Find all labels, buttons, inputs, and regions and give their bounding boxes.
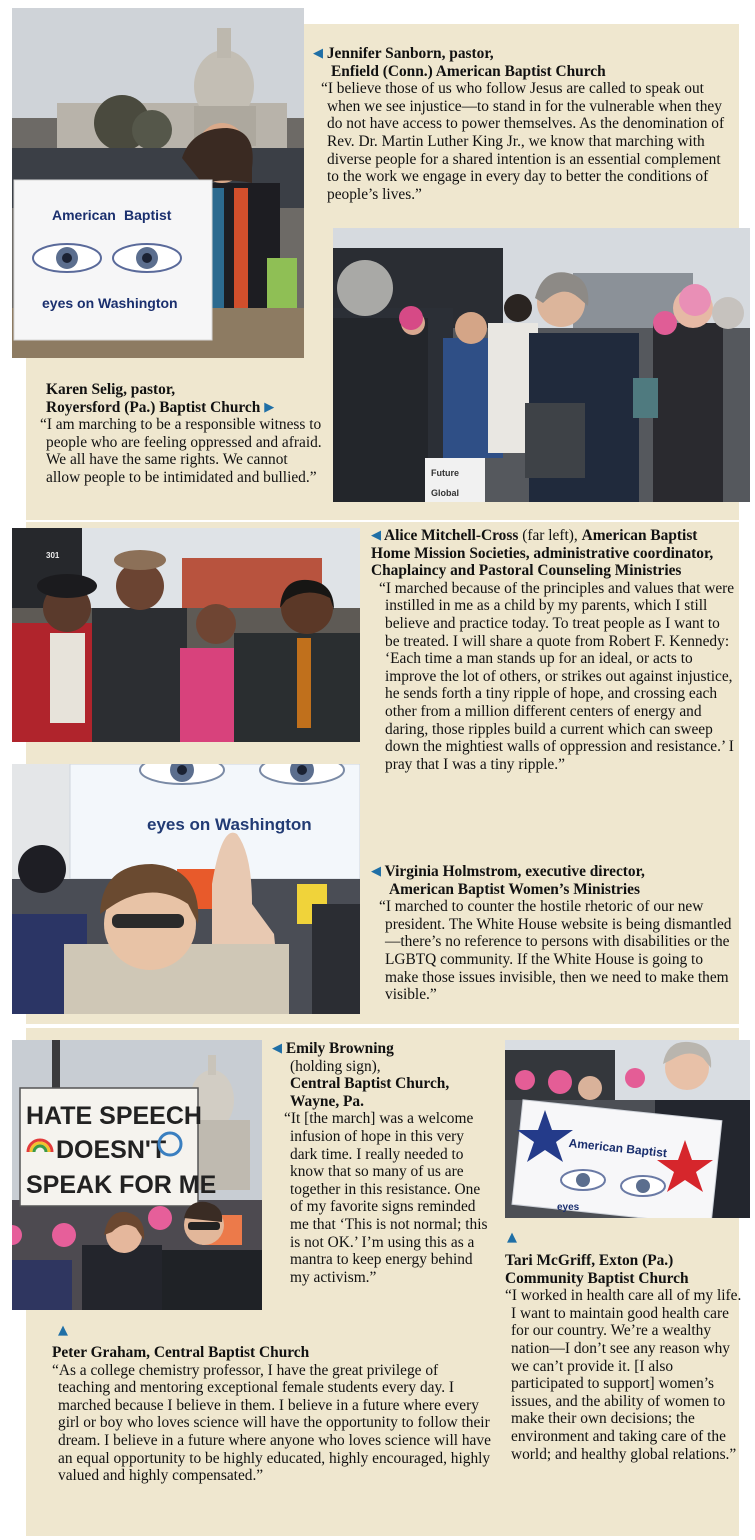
photo-emily-illustration bbox=[12, 1040, 262, 1310]
sign3-text-line1: HATE SPEECH bbox=[26, 1102, 202, 1130]
bus-number-text: 301 bbox=[46, 551, 60, 560]
caption-jennifer-name-line1: Jennifer Sanborn, pastor, bbox=[326, 45, 494, 62]
sign5-text-line2: Global bbox=[431, 488, 460, 498]
caption-alice-mitchell-cross bbox=[371, 527, 736, 773]
caption-peter-quote: “As a college chemistry professor, I have the great privilege of teaching and mentoring exceptional female students every day. I marched because I believe in them. I believe in a future where every girl or boy who loves science will have the opportunity to follow their dream. I believe in a future where anyone who loves science will have an equal opportunity to be highly educated, highly encouraged, highly valued and highly compensated.” bbox=[52, 1361, 491, 1485]
caption-virginia-quote: “I marched to counter the hostile rhetoric of our new president. The White House website is being dismantled—there’s no reference to persons with disabilities or the LGBTQ community. If the White House is going to make those issues invisible, then we need to make them visible.” bbox=[379, 898, 732, 1004]
caption-emily-name-line2: Central Baptist Church, Wayne, Pa. bbox=[290, 1075, 450, 1110]
caption-virginia-holmstrom bbox=[371, 863, 736, 1004]
sign1-text-line3: eyes on Washington bbox=[42, 295, 178, 311]
caption-jennifer-quote: “I believe those of us who follow Jesus are called to speak out when we see injustice—to stand in for the vulnerable when they do not have access to power themselves. As the denomination of Rev. Dr. Martin Luther King Jr., we know that marching with diverse people for a shared intention is an essential complement to the work we engage in every day to better the conditions of people’s lives.” bbox=[321, 80, 725, 203]
pointer-left-icon: ◀ bbox=[272, 1041, 282, 1056]
caption-emily-quote: “It [the march] was a welcome infusion of hope in this very dark time. I really needed to know that so many of us are together in this resistance. One of my favorite signs reminded me that ‘This is not normal; this is not OK.’ I’m using this as a mantra to keep energy behind my activism.” bbox=[284, 1110, 488, 1286]
caption-jennifer-name-line2: Enfield (Conn.) American Baptist Church bbox=[331, 62, 606, 80]
caption-alice-name bbox=[371, 527, 736, 580]
photo-alice-mitchell-cross bbox=[12, 528, 360, 742]
photo-jennifer-sanborn bbox=[12, 8, 304, 358]
caption-tari-name-line2: Community Baptist Church bbox=[505, 1269, 689, 1287]
photo-tari-mcgriff bbox=[505, 1040, 750, 1218]
caption-tari-name-line1: Tari McGriff, Exton (Pa.) bbox=[505, 1252, 674, 1269]
caption-peter-name bbox=[52, 1344, 492, 1362]
caption-peter-graham bbox=[52, 1344, 492, 1485]
caption-karen-name-line2: Royersford (Pa.) Baptist Church bbox=[46, 398, 261, 416]
caption-karen-quote: “I am marching to be a responsible witness to people who are feeling oppressed and afraid. We all have the same rights. We cannot allow people to be intimidated and bullied.” bbox=[40, 416, 322, 486]
caption-alice-name-light: (far left), bbox=[518, 527, 582, 544]
caption-jennifer-sanborn bbox=[313, 45, 733, 203]
pointer-left-icon: ◀ bbox=[371, 528, 381, 543]
caption-virginia-name bbox=[371, 863, 736, 898]
sign3-text-line3: SPEAK FOR ME bbox=[26, 1171, 217, 1199]
photo-jennifer-illustration bbox=[12, 8, 304, 358]
sign1-text-line1: American bbox=[52, 207, 116, 223]
sign2-text: eyes on Washington bbox=[147, 815, 312, 834]
sign3-text-line2: DOESN'T bbox=[56, 1136, 167, 1164]
caption-alice-name-bold2: American Baptist Home Mission Societies, administrative coordinator, Chaplaincy and Pastoral Counseling Ministries bbox=[371, 527, 714, 580]
pointer-up-icon: ▲ bbox=[507, 1230, 517, 1245]
pointer-left-icon: ◀ bbox=[371, 864, 381, 879]
photo-karen-illustration bbox=[333, 228, 750, 502]
caption-alice-quote: “I marched because of the principles and values that were instilled in me as a child by my parents, which I still believe and practice today. To treat people as I want to be treated. I will share a quote from Robert F. Kennedy: ‘Each time a man stands up for an ideal, or acts to improve the lot of others, or strikes out against injustice, he sends forth a tiny ripple of hope, and crossing each other from a million different centers of energy and daring, those ripples build a current which can sweep down the mightiest walls of oppression and resistance.’ I pray that I was a tiny ripple.” bbox=[379, 579, 735, 773]
caption-emily-name-light: (holding sign), bbox=[290, 1057, 381, 1075]
pointer-left-icon: ◀ bbox=[313, 46, 323, 61]
photo-tari-illustration bbox=[505, 1040, 750, 1218]
caption-alice-name-bold1: Alice Mitchell-Cross bbox=[384, 527, 519, 544]
sign4-text-line1: American Baptist bbox=[568, 1135, 668, 1161]
caption-emily-name bbox=[272, 1040, 494, 1110]
photo-emily-peter bbox=[12, 1040, 262, 1310]
caption-emily-browning bbox=[272, 1040, 494, 1286]
photo-alice-illustration bbox=[12, 528, 360, 742]
caption-jennifer-name bbox=[313, 45, 733, 80]
caption-karen-selig bbox=[40, 381, 325, 487]
photo-virginia-holmstrom bbox=[12, 764, 360, 1014]
caption-tari-name bbox=[505, 1252, 743, 1287]
sign4-text-line2: eyes bbox=[557, 1202, 580, 1213]
pointer-up-icon: ▲ bbox=[58, 1323, 68, 1338]
pointer-right-icon: ▶ bbox=[264, 399, 275, 415]
photo-virginia-illustration bbox=[12, 764, 360, 1014]
caption-tari-quote: “I worked in health care all of my life. I want to maintain good health care for our country. We’re a wealthy nation—I don’t see any reason why we can’t provide it. [I also participated to support] women’s issues, and the ability of women to make their own decisions; the environment and taking care of the world; and healthy global relations.” bbox=[505, 1287, 742, 1463]
sign5-text-line1: Future bbox=[431, 468, 459, 478]
caption-karen-name-line1: Karen Selig, pastor, bbox=[46, 381, 176, 398]
caption-peter-name-line1: Peter Graham, Central Baptist Church bbox=[52, 1344, 310, 1361]
caption-emily-name-line1: Emily Browning bbox=[285, 1040, 394, 1057]
sign1-text-line2: Baptist bbox=[124, 207, 172, 223]
caption-virginia-name-line1: Virginia Holmstrom, executive director, bbox=[384, 863, 645, 880]
caption-tari-mcgriff bbox=[505, 1252, 743, 1463]
photo-karen-selig bbox=[333, 228, 750, 502]
caption-karen-name bbox=[40, 381, 325, 416]
caption-virginia-name-line2: American Baptist Women’s Ministries bbox=[389, 880, 640, 898]
